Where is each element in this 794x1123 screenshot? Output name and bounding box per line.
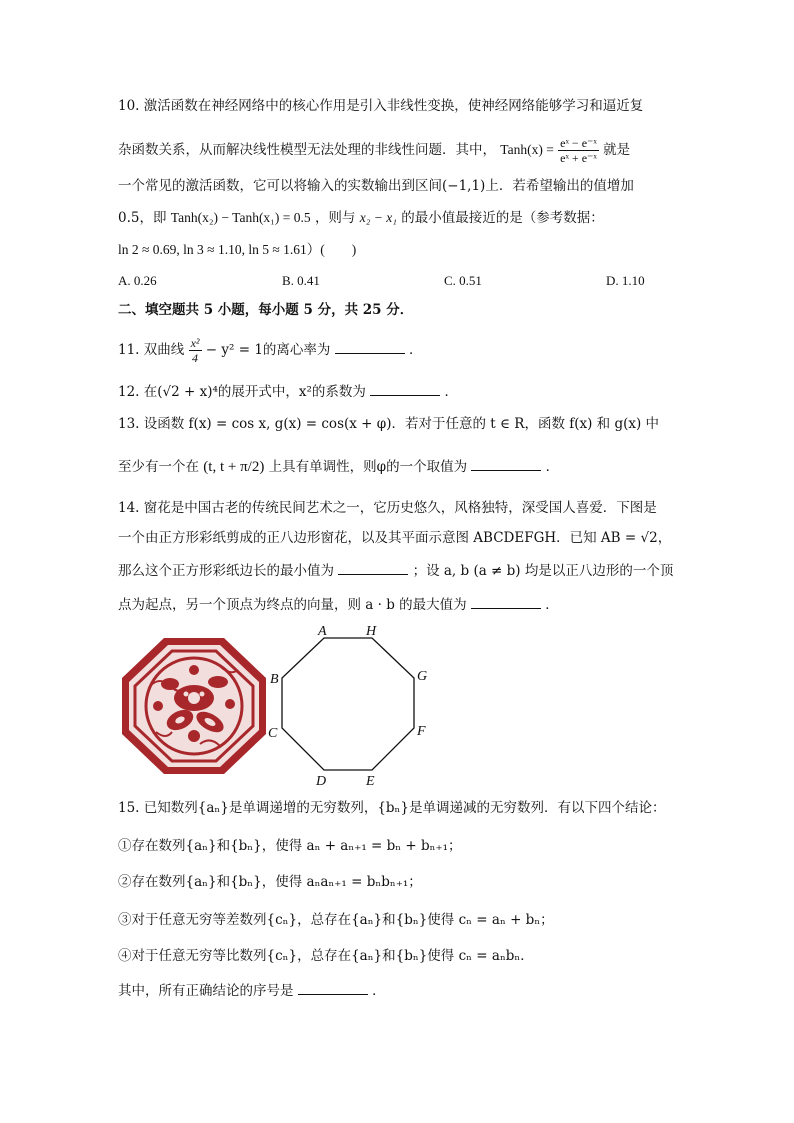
- q14-line3: [118, 560, 673, 581]
- section-2-heading: 二、填空题共 5 小题，每小题 5 分，共 25 分．: [118, 302, 414, 318]
- tanh-equation: Tanh(x₂) − Tanh(x₁) = 0.5: [170, 210, 311, 225]
- hyperbola-fraction: [189, 336, 202, 365]
- q10-line2-text: 杂函数关系，从而解决线性模型无法处理的非线性问题．其中，: [118, 142, 496, 158]
- q10-line4-a: 0.5，即: [118, 210, 167, 226]
- q15-last-b: ．: [372, 983, 386, 999]
- q14-line2: 一个由正方形彩纸剪成的正八边形窗花，以及其平面示意图 ABCDEFGH．已知 AB = √2，: [118, 530, 672, 546]
- tanh-fraction: [558, 136, 599, 165]
- q12-line: [118, 381, 458, 402]
- q13-line2-a: 至少有一个在: [118, 459, 199, 475]
- q14-line4-a: 点为起点，另一个顶点为终点的向量，则 a · b 的最大值为: [118, 597, 467, 613]
- q15-conclusion-1: ①存在数列{aₙ}和{bₙ}，使得 aₙ + aₙ₊₁ = bₙ + bₙ₊₁；: [118, 838, 462, 854]
- octagon-paper-cut-icon: [120, 636, 268, 776]
- q11-b: − y² = 1的离心率为: [205, 342, 331, 358]
- q14-line3-b: ；设 a, b (a ≠ b) 均是以正八边形的一个顶: [412, 563, 674, 579]
- option-c: C. 0.51: [444, 273, 482, 288]
- q15-conclusion-3: ③对于任意无穷等差数列{cₙ}，总存在{aₙ}和{bₙ}使得 cₙ = aₙ + bₙ；: [118, 912, 554, 928]
- x-difference: x₂ − x₁: [359, 210, 397, 225]
- q14-answer-blank-2[interactable]: [471, 594, 541, 609]
- q14-line1: 14. 窗花是中国古老的传统民间艺术之一，它历史悠久，风格独特，深受国人喜爱．下图是: [118, 500, 657, 516]
- q15-conclusion-2: ②存在数列{aₙ}和{bₙ}，使得 aₙaₙ₊₁ = bₙbₙ₊₁；: [118, 874, 422, 890]
- q12-b: ．: [444, 384, 459, 400]
- q11-answer-blank[interactable]: [335, 339, 405, 354]
- vertex-label-b: B: [270, 672, 279, 687]
- q15-last-a: 其中，所有正确结论的序号是: [118, 983, 294, 999]
- option-b: B. 0.41: [282, 273, 320, 288]
- hyperbola-numerator: x²: [190, 336, 200, 350]
- q13-interval: (t, t + π/2): [203, 459, 265, 475]
- q10-line4: [118, 208, 604, 228]
- q12-answer-blank[interactable]: [370, 381, 440, 396]
- vertex-label-f: F: [417, 724, 426, 739]
- q13-line1: 13. 设函数 f(x) = cos x, g(x) = cos(x + φ)．若对于任意的 t ∈ R，函数 f(x) 和 g(x) 中: [118, 416, 660, 432]
- q14-line4: [118, 594, 559, 615]
- q13-line2-c: ．: [545, 459, 560, 475]
- q10-line1: 10. 激活函数在神经网络中的核心作用是引入非线性变换，使神经网络能够学习和逼近复: [118, 98, 644, 114]
- q10-line2: [118, 136, 630, 165]
- q11-c: ．: [409, 342, 423, 358]
- octagon-outline: [282, 638, 414, 770]
- q11-line: [118, 336, 423, 365]
- q11-a: 11. 双曲线: [118, 342, 185, 358]
- q14-line4-b: ．: [545, 597, 559, 613]
- octagon-diagram: [262, 620, 442, 790]
- q15-conclusion-4: ④对于任意无穷等比数列{cₙ}，总存在{aₙ}和{bₙ}使得 cₙ = aₙbₙ．: [118, 948, 534, 964]
- q13-line2: [118, 456, 559, 477]
- vertex-label-a: A: [318, 624, 327, 639]
- vertex-label-c: C: [268, 726, 278, 741]
- hyperbola-denominator: 4: [192, 351, 199, 365]
- vertex-label-h: H: [366, 624, 377, 639]
- q13-answer-blank[interactable]: [471, 456, 541, 471]
- q14-line3-a: 那么这个正方形彩纸边长的最小值为: [118, 563, 334, 579]
- vertex-label-g: G: [417, 669, 428, 684]
- q12-a: 12. 在(√2 + x)⁴的展开式中，x²的系数为: [118, 384, 366, 400]
- option-a: A. 0.26: [118, 273, 157, 288]
- q15-line1: 15. 已知数列{aₙ}是单调递增的无穷数列，{bₙ}是单调递减的无穷数列．有以下四个结论：: [118, 800, 666, 816]
- tanh-lhs: Tanh(x) =: [500, 142, 554, 157]
- q15-last-line: [118, 980, 386, 1001]
- q15-answer-blank[interactable]: [298, 980, 368, 995]
- q10-line4-c: 的最小值最接近的是（参考数据：: [401, 210, 604, 226]
- q10-line5: ln 2 ≈ 0.69, ln 3 ≈ 1.10, ln 5 ≈ 1.61）( ): [118, 242, 357, 257]
- q10-line3: 一个常见的激活函数，它可以将输入的实数输出到区间(−1,1)上．若希望输出的值增加: [118, 178, 634, 194]
- q10-line4-b: ，则与: [314, 210, 356, 226]
- q10-line2-end: 就是: [603, 142, 631, 158]
- option-d: D. 1.10: [606, 273, 645, 288]
- tanh-denominator: eˣ + e⁻ˣ: [560, 151, 597, 165]
- tanh-numerator: eˣ − e⁻ˣ: [560, 136, 597, 150]
- vertex-label-e: E: [366, 774, 375, 789]
- vertex-label-d: D: [316, 774, 327, 789]
- q14-answer-blank-1[interactable]: [338, 560, 408, 575]
- q13-line2-b: 上具有单调性，则φ的一个取值为: [268, 459, 468, 475]
